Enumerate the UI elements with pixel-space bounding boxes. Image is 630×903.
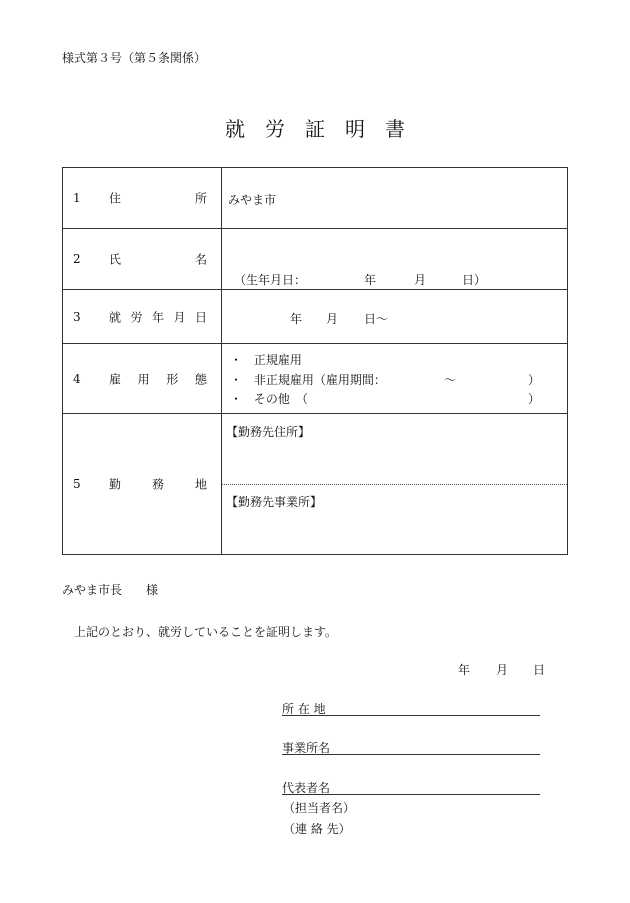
bullet: ・ [230,372,243,387]
contact-person-label: （担当者名） [283,801,356,815]
row-number: 2 [73,252,81,266]
other-close: ） [528,391,541,406]
location-signature-line[interactable] [282,700,540,716]
bullet: ・ [230,391,243,406]
option-non-regular[interactable] [230,371,541,388]
label-char: 月 [173,310,186,324]
label-char: 住 [109,191,122,206]
certification-statement: 上記のとおり、就労していることを証明します。 [74,625,338,639]
row-header [63,229,222,290]
label-char: 務 [151,477,164,492]
workplace-office-field[interactable] [222,484,567,554]
row-employment-type [63,344,568,414]
row-name [63,229,568,290]
representative-signature-line[interactable] [282,779,540,795]
address-value: みやま市 [228,193,277,207]
page-title: 就 労 証 明 書 [225,117,405,141]
issue-month-label: 月 [496,663,509,677]
birth-date-prefix: （生年月日： [234,273,307,287]
office-name-label: 事業所名 [282,741,331,755]
row-workplace [63,414,568,555]
label-char: 用 [137,372,150,386]
employment-day-label: 日～ [364,311,389,326]
birth-day-label: 日） [462,273,487,287]
row-address [63,168,568,229]
label-char: 地 [194,477,207,492]
employment-type-field [222,344,568,414]
office-signature-line[interactable] [282,739,540,755]
employment-date-field[interactable] [222,290,568,344]
label-char: 氏 [109,252,122,267]
label-char: 形 [166,372,179,386]
option-label: その他 （ [253,391,308,406]
workplace-field [222,414,568,555]
workplace-address-label: 【勤務先住所】 [226,425,311,439]
row-header [63,414,222,555]
birth-month-label: 月 [414,273,427,287]
row-label [109,370,207,387]
row-header [63,344,222,414]
addressee: みやま市長 様 [62,583,159,597]
employment-year-label: 年 [290,311,303,326]
contact-label: （連 絡 先） [283,822,351,836]
row-number: 5 [73,477,81,491]
label-char: 日 [194,310,207,324]
label-char: 年 [151,310,164,324]
row-employment-date [63,290,568,344]
row-label [109,476,207,493]
bullet: ・ [230,352,243,367]
row-header [63,168,222,229]
label-char: 労 [130,310,143,324]
form-number: 様式第３号（第５条関係） [62,51,207,65]
label-char: 勤 [109,477,122,492]
row-header [63,290,222,344]
option-label: 非正規雇用（雇用期間： [253,372,386,387]
label-char: 就 [109,310,122,324]
option-regular[interactable] [230,351,302,368]
employment-month-label: 月 [326,311,339,326]
row-number: 3 [73,309,81,324]
representative-label: 代表者名 [282,781,331,795]
issue-day-label: 日 [533,663,546,677]
option-other[interactable] [230,390,541,407]
label-char: 所 [194,191,207,206]
certificate-table [62,167,568,555]
label-char: 雇 [109,372,122,386]
period-tilde: ～ [444,372,457,387]
issue-year-label: 年 [458,663,471,677]
row-label [109,251,207,268]
label-char: 名 [194,252,207,267]
address-field[interactable] [222,168,568,229]
row-label [109,190,207,207]
row-label [109,308,207,325]
name-field[interactable] [222,229,568,290]
workplace-office-label: 【勤務先事業所】 [226,495,323,509]
row-number: 1 [73,191,81,205]
period-close: ） [528,372,541,387]
row-number: 4 [73,371,81,386]
location-label: 所 在 地 [282,702,326,716]
option-label: 正規雇用 [253,352,302,367]
workplace-address-field[interactable] [222,414,567,484]
label-char: 態 [194,372,207,386]
birth-year-label: 年 [364,273,377,287]
